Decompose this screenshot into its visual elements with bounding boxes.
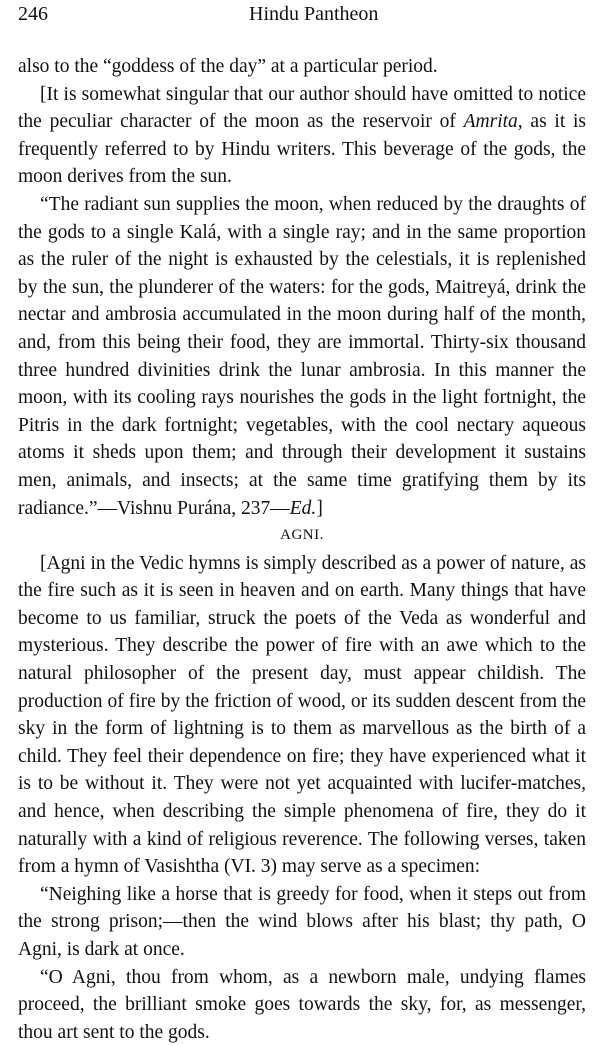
paragraph-continuation: also to the “goddess of the day” at a particular period.: [18, 56, 438, 77]
section-heading-agni: AGNI.: [280, 527, 324, 544]
paragraph-text: as it is frequently referred to by Hindu writers. This beverage of the gods, the moon derives from the sun.: [18, 111, 587, 188]
italic-abbrev-ed: Ed.: [289, 497, 317, 519]
body-text: [18, 53, 586, 1046]
running-title: Hindu Pantheon: [249, 3, 379, 25]
paragraph-hymn-verse-2: “O Agni, thou from whom, as a newborn male, undying flames proceed, the brilliant smoke goes towards the sky, for, as messenger, thou art sent to the gods.: [18, 966, 586, 1043]
paragraph-agni-intro: [Agni in the Vedic hymns is simply described as a power of nature, as the fire such as it is seen in heaven and on earth. Many things that have become to us familiar, struck the poets of the Veda as wonderful and mysterious. They describe the power of fire with an awe which to the natural philosopher of the present day, must appear childish. The production of fire by the friction of wood, or its sudden descent from the sky in the form of lightning is to them as marvellous as the birth of a child. They feel their dependence on fire; they have experienced what it is to be without it. They were not yet acquainted with lucifer-matches, and hence, when describing the simple phenomena of fire, they do it naturally with a kind of religious reverence. The following verses, taken from a hymn of Vasishtha (VI. 3) may serve as a specimen:: [18, 552, 586, 878]
paragraph-editor-note: [18, 81, 586, 191]
paragraph-quotation-vishnu-purana: [18, 191, 586, 522]
paragraph-text: [It is somewhat singular that our author should have omitted to notice the peculiar character of the moon as the reservoir of: [18, 83, 586, 133]
page-number: 246: [18, 3, 48, 25]
paragraph-text: “The radiant sun supplies the moon, when reduced by the draughts of the gods to a single Kalá, with a single ray; and in the same proportion as the ruler of the night is exhausted by the celestials, it is replenished by the sun, the plunderer of the waters: for the gods, Maitreyá, drink the nectar and ambrosia accumulated in the moon during half of the month, and, from this being their food, they are immortal. Thirty-six thousand three hundred divinities drink the lunar ambrosia. In this manner the moon, with its cooling rays nourishes the gods in the light fortnight, the Pitris in the dark fortnight; vegetables, with the cool nectary aqueous atoms it sheds upon them; and through their development it sustains men, animals, and insects; at the same time gratifying them by its radiance.”—Vishnu Purána, 237—: [18, 193, 586, 519]
closing-bracket: ]: [316, 497, 323, 519]
running-head: [18, 3, 586, 31]
italic-term-amrita: Amrita,: [463, 111, 523, 133]
paragraph-hymn-verse-1: “Neighing like a horse that is greedy for food, when it steps out from the strong prison;—then the wind blows after his blast; thy path, O Agni, is dark at once.: [18, 883, 586, 960]
